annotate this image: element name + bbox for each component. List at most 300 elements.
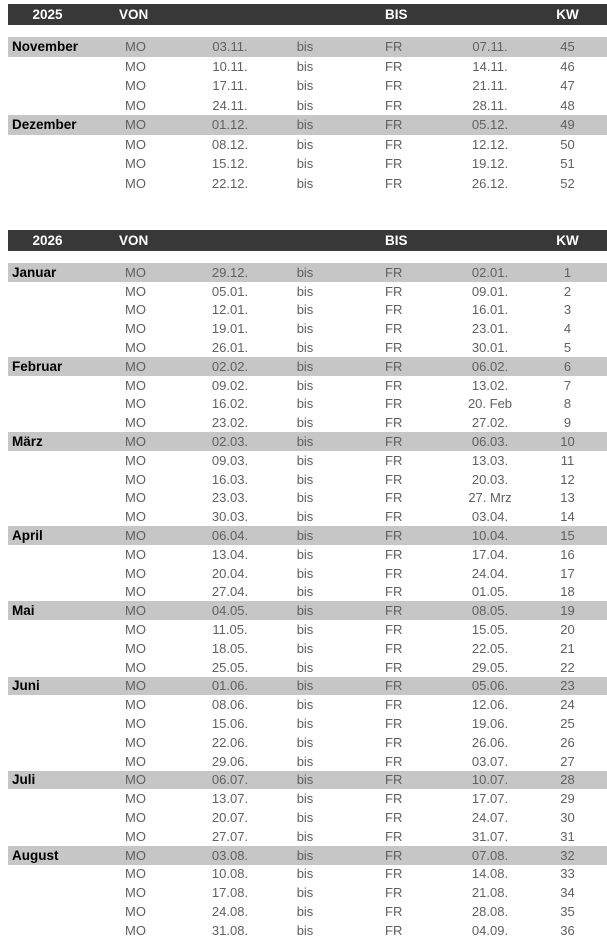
to-weekday-label: FR: [385, 528, 403, 544]
kw-number: 52: [560, 175, 575, 191]
to-weekday-label: FR: [385, 156, 403, 172]
from-weekday-label: MO: [125, 528, 146, 544]
column-header-von: VON: [119, 233, 149, 248]
from-weekday-label: MO: [125, 340, 146, 356]
from-date: 17.11.: [212, 78, 248, 94]
week-row: [8, 583, 607, 602]
bis-connector: bis: [296, 302, 314, 318]
week-row: [8, 883, 607, 902]
to-date: 07.11.: [472, 39, 508, 55]
from-weekday-label: MO: [125, 175, 146, 191]
to-date: 19.06.: [471, 716, 509, 732]
kw-number: 47: [560, 78, 575, 94]
week-row: [8, 507, 607, 526]
kw-number: 26: [560, 734, 575, 750]
bis-connector: bis: [296, 734, 314, 750]
from-weekday-label: MO: [125, 546, 146, 562]
column-header-von: VON: [119, 7, 149, 22]
kw-number: 25: [560, 716, 575, 732]
week-row: [8, 413, 607, 432]
to-weekday-label: FR: [385, 828, 403, 844]
to-date: 13.02.: [471, 377, 509, 393]
from-weekday-label: MO: [125, 603, 146, 619]
bis-connector: bis: [296, 528, 314, 544]
from-weekday-label: MO: [125, 509, 146, 525]
to-weekday-label: FR: [385, 509, 403, 525]
week-row: [8, 658, 607, 677]
week-row: [8, 470, 607, 489]
from-date: 03.11.: [212, 39, 248, 55]
week-row: [8, 57, 607, 77]
bis-connector: bis: [296, 810, 314, 825]
from-date: 17.08.: [211, 885, 249, 901]
header-gap: [8, 25, 607, 37]
from-date: 22.06.: [211, 734, 249, 750]
to-date: 26.06.: [471, 734, 509, 750]
week-row: [8, 357, 607, 376]
to-date: 24.07.: [471, 810, 509, 825]
week-row: [8, 921, 607, 940]
bis-connector: bis: [296, 716, 314, 732]
from-date: 10.11.: [212, 58, 248, 74]
from-weekday-label: MO: [125, 471, 146, 487]
from-weekday-label: MO: [125, 791, 146, 807]
to-date: 16.01.: [471, 302, 509, 318]
to-date: 12.06.: [471, 697, 509, 713]
bis-connector: bis: [296, 678, 314, 694]
bis-connector: bis: [296, 922, 314, 938]
from-date: 03.08.: [211, 847, 249, 863]
kw-number: 30: [560, 810, 575, 825]
to-date: 01.05.: [471, 584, 509, 600]
week-row: [8, 639, 607, 658]
week-row: [8, 451, 607, 470]
kw-number: 4: [563, 321, 572, 337]
from-date: 08.12.: [211, 136, 249, 152]
from-weekday-label: MO: [125, 358, 146, 374]
kw-number: 49: [560, 117, 575, 133]
to-weekday-label: FR: [385, 546, 403, 562]
week-row: [8, 695, 607, 714]
from-weekday-label: MO: [125, 697, 146, 713]
month-label: Dezember: [12, 117, 77, 133]
kw-number: 31: [560, 828, 575, 844]
from-weekday-label: MO: [125, 136, 146, 152]
kw-number: 46: [560, 58, 575, 74]
from-weekday-label: MO: [125, 828, 146, 844]
from-weekday-label: MO: [125, 903, 146, 919]
week-rows-2025: [8, 37, 607, 193]
from-date: 01.06.: [211, 678, 249, 694]
week-row: [8, 564, 607, 583]
month-label: Juni: [12, 678, 40, 694]
bis-connector: bis: [296, 415, 314, 431]
to-weekday-label: FR: [385, 810, 403, 825]
from-date: 23.02.: [211, 415, 249, 431]
week-row: [8, 96, 607, 116]
from-weekday-label: MO: [125, 734, 146, 750]
to-date: 31.07.: [471, 828, 509, 844]
bis-connector: bis: [296, 791, 314, 807]
kw-number: 23: [560, 678, 575, 694]
to-weekday-label: FR: [385, 340, 403, 356]
to-weekday-label: FR: [385, 358, 403, 374]
to-weekday-label: FR: [385, 415, 403, 431]
to-weekday-label: FR: [385, 283, 403, 299]
to-weekday-label: FR: [385, 734, 403, 750]
kw-number: 14: [560, 509, 575, 525]
from-weekday-label: MO: [125, 377, 146, 393]
to-date: 03.07.: [471, 753, 509, 769]
from-weekday-label: MO: [125, 866, 146, 882]
kw-number: 13: [560, 490, 575, 506]
to-date: 10.07.: [471, 772, 509, 788]
week-row: [8, 37, 607, 57]
to-date: 03.04.: [471, 509, 509, 525]
from-weekday-label: MO: [125, 321, 146, 337]
from-date: 25.05.: [211, 659, 249, 675]
week-row: [8, 76, 607, 96]
to-date: 21.08.: [471, 885, 509, 901]
kw-number: 2: [563, 283, 572, 299]
bis-connector: bis: [296, 828, 314, 844]
from-date: 16.02.: [211, 396, 249, 412]
week-row: [8, 135, 607, 155]
week-row: [8, 902, 607, 921]
section-2025: [8, 0, 607, 193]
bis-connector: bis: [296, 903, 314, 919]
to-date: 23.01.: [471, 321, 509, 337]
year-label: 2026: [32, 233, 63, 248]
to-date: 20.03.: [471, 471, 509, 487]
week-row: [8, 677, 607, 696]
month-label: Juli: [12, 772, 36, 788]
bis-connector: bis: [296, 117, 314, 133]
bis-connector: bis: [296, 377, 314, 393]
from-weekday-label: MO: [125, 640, 146, 656]
bis-connector: bis: [296, 340, 314, 356]
from-date: 06.07.: [211, 772, 249, 788]
to-weekday-label: FR: [385, 659, 403, 675]
to-weekday-label: FR: [385, 565, 403, 581]
to-weekday-label: FR: [385, 885, 403, 901]
bis-connector: bis: [296, 885, 314, 901]
month-label: März: [12, 434, 43, 450]
week-row: [8, 154, 607, 174]
from-weekday-label: MO: [125, 434, 146, 450]
to-date: 05.12.: [471, 117, 509, 133]
from-weekday-label: MO: [125, 622, 146, 638]
from-weekday-label: MO: [125, 678, 146, 694]
bis-connector: bis: [296, 490, 314, 506]
week-row: [8, 338, 607, 357]
month-label: November: [12, 39, 79, 55]
from-date: 15.06.: [211, 716, 249, 732]
bis-connector: bis: [296, 659, 314, 675]
from-date: 19.01.: [211, 321, 249, 337]
to-weekday-label: FR: [385, 58, 403, 74]
from-date: 27.04.: [211, 584, 249, 600]
bis-connector: bis: [296, 452, 314, 468]
kw-number: 50: [560, 136, 575, 152]
from-weekday-label: MO: [125, 264, 146, 280]
to-weekday-label: FR: [385, 716, 403, 732]
kw-number: 19: [560, 603, 575, 619]
from-date: 26.01.: [211, 340, 249, 356]
to-date: 04.09.: [471, 922, 509, 938]
week-row: [8, 395, 607, 414]
week-row: [8, 263, 607, 282]
week-row: [8, 752, 607, 771]
to-date: 22.05.: [471, 640, 509, 656]
week-row: [8, 319, 607, 338]
column-header-kw: KW: [556, 233, 579, 248]
from-weekday-label: MO: [125, 302, 146, 318]
to-weekday-label: FR: [385, 922, 403, 938]
bis-connector: bis: [296, 471, 314, 487]
from-weekday-label: MO: [125, 565, 146, 581]
to-weekday-label: FR: [385, 772, 403, 788]
week-row: [8, 771, 607, 790]
to-date: 14.11.: [472, 58, 508, 74]
from-date: 04.05.: [211, 603, 249, 619]
to-weekday-label: FR: [385, 866, 403, 882]
week-row: [8, 846, 607, 865]
from-date: 30.03.: [211, 509, 249, 525]
bis-connector: bis: [296, 283, 314, 299]
to-date: 27.02.: [471, 415, 509, 431]
from-weekday-label: MO: [125, 810, 146, 825]
from-date: 10.08.: [211, 866, 249, 882]
section-2026: [8, 230, 607, 940]
kw-number: 21: [560, 640, 575, 656]
week-row: [8, 714, 607, 733]
from-date: 20.07.: [211, 810, 249, 825]
to-date: 08.05.: [471, 603, 509, 619]
bis-connector: bis: [296, 847, 314, 863]
to-date: 17.04.: [471, 546, 509, 562]
to-weekday-label: FR: [385, 847, 403, 863]
to-weekday-label: FR: [385, 697, 403, 713]
week-row: [8, 174, 607, 194]
year-header-bar-2025: [8, 4, 607, 25]
from-date: 18.05.: [211, 640, 249, 656]
bis-connector: bis: [296, 622, 314, 638]
from-weekday-label: MO: [125, 922, 146, 938]
to-date: 24.04.: [471, 565, 509, 581]
bis-connector: bis: [296, 321, 314, 337]
to-weekday-label: FR: [385, 175, 403, 191]
kw-number: 22: [560, 659, 575, 675]
to-weekday-label: FR: [385, 264, 403, 280]
to-date: 07.08.: [471, 847, 509, 863]
to-date: 02.01.: [471, 264, 509, 280]
month-label: Mai: [12, 603, 35, 619]
to-weekday-label: FR: [385, 39, 403, 55]
from-date: 20.04.: [211, 565, 249, 581]
to-weekday-label: FR: [385, 903, 403, 919]
bis-connector: bis: [296, 772, 314, 788]
week-row: [8, 115, 607, 135]
from-date: 06.04.: [211, 528, 249, 544]
from-weekday-label: MO: [125, 584, 146, 600]
to-date: 20. Feb: [467, 396, 513, 412]
to-date: 26.12.: [471, 175, 509, 191]
bis-connector: bis: [296, 39, 314, 55]
week-row: [8, 432, 607, 451]
week-row: [8, 489, 607, 508]
from-date: 23.03.: [211, 490, 249, 506]
kw-number: 20: [560, 622, 575, 638]
from-date: 15.12.: [211, 156, 249, 172]
bis-connector: bis: [296, 136, 314, 152]
from-date: 31.08.: [211, 922, 249, 938]
kw-number: 28: [560, 772, 575, 788]
week-row: [8, 526, 607, 545]
to-weekday-label: FR: [385, 117, 403, 133]
to-date: 10.04.: [471, 528, 509, 544]
from-weekday-label: MO: [125, 452, 146, 468]
kw-number: 15: [560, 528, 575, 544]
week-row: [8, 789, 607, 808]
week-row: [8, 545, 607, 564]
from-date: 27.07.: [211, 828, 249, 844]
bis-connector: bis: [296, 358, 314, 374]
from-weekday-label: MO: [125, 39, 146, 55]
kw-number: 1: [563, 264, 572, 280]
to-weekday-label: FR: [385, 791, 403, 807]
to-date: 28.08.: [471, 903, 509, 919]
to-weekday-label: FR: [385, 396, 403, 412]
to-weekday-label: FR: [385, 97, 403, 113]
kw-number: 34: [560, 885, 575, 901]
to-date: 06.03.: [471, 434, 509, 450]
kw-number: 29: [560, 791, 575, 807]
year-label: 2025: [32, 7, 63, 22]
bis-connector: bis: [296, 565, 314, 581]
from-weekday-label: MO: [125, 396, 146, 412]
to-weekday-label: FR: [385, 321, 403, 337]
kw-number: 33: [560, 866, 575, 882]
from-date: 02.02.: [211, 358, 249, 374]
to-weekday-label: FR: [385, 136, 403, 152]
kw-number: 48: [560, 97, 575, 113]
from-date: 16.03.: [211, 471, 249, 487]
kw-number: 5: [563, 340, 572, 356]
kw-number: 16: [560, 546, 575, 562]
from-date: 24.08.: [211, 903, 249, 919]
month-label: August: [12, 847, 59, 863]
to-date: 29.05.: [471, 659, 509, 675]
bis-connector: bis: [296, 58, 314, 74]
bis-connector: bis: [296, 640, 314, 656]
to-date: 28.11.: [472, 97, 508, 113]
from-date: 01.12.: [211, 117, 249, 133]
from-date: 09.03.: [211, 452, 249, 468]
kw-number: 35: [560, 903, 575, 919]
month-label: April: [12, 528, 43, 544]
bis-connector: bis: [296, 753, 314, 769]
month-label: Februar: [12, 358, 63, 374]
from-date: 11.05.: [212, 622, 248, 638]
kw-number: 6: [563, 358, 572, 374]
to-weekday-label: FR: [385, 584, 403, 600]
kw-number: 18: [560, 584, 575, 600]
week-row: [8, 620, 607, 639]
from-weekday-label: MO: [125, 156, 146, 172]
kw-number: 51: [560, 156, 575, 172]
bis-connector: bis: [296, 584, 314, 600]
to-date: 15.05.: [471, 622, 509, 638]
to-weekday-label: FR: [385, 678, 403, 694]
to-weekday-label: FR: [385, 452, 403, 468]
bis-connector: bis: [296, 396, 314, 412]
from-weekday-label: MO: [125, 78, 146, 94]
from-weekday-label: MO: [125, 753, 146, 769]
from-weekday-label: MO: [125, 283, 146, 299]
bis-connector: bis: [296, 697, 314, 713]
to-date: 19.12.: [471, 156, 509, 172]
from-date: 08.06.: [211, 697, 249, 713]
to-weekday-label: FR: [385, 753, 403, 769]
column-header-kw: KW: [556, 7, 579, 22]
from-date: 24.11.: [212, 97, 248, 113]
to-weekday-label: FR: [385, 471, 403, 487]
from-date: 13.07.: [211, 791, 249, 807]
kw-number: 12: [560, 471, 575, 487]
from-weekday-label: MO: [125, 490, 146, 506]
from-date: 29.06.: [211, 753, 249, 769]
bis-connector: bis: [296, 175, 314, 191]
bis-connector: bis: [296, 509, 314, 525]
bis-connector: bis: [296, 156, 314, 172]
kw-number: 11: [560, 452, 575, 468]
from-weekday-label: MO: [125, 97, 146, 113]
week-row: [8, 733, 607, 752]
to-date: 17.07.: [471, 791, 509, 807]
to-date: 09.01.: [471, 283, 509, 299]
from-weekday-label: MO: [125, 415, 146, 431]
to-weekday-label: FR: [385, 377, 403, 393]
to-date: 05.06.: [471, 678, 509, 694]
bis-connector: bis: [296, 434, 314, 450]
from-date: 09.02.: [211, 377, 249, 393]
kw-number: 8: [563, 396, 572, 412]
bis-connector: bis: [296, 97, 314, 113]
to-weekday-label: FR: [385, 622, 403, 638]
header-gap: [8, 251, 607, 263]
bis-connector: bis: [296, 264, 314, 280]
to-weekday-label: FR: [385, 490, 403, 506]
from-date: 29.12.: [211, 264, 249, 280]
week-row: [8, 282, 607, 301]
to-weekday-label: FR: [385, 302, 403, 318]
week-row: [8, 601, 607, 620]
column-header-bis: BIS: [385, 233, 408, 248]
from-weekday-label: MO: [125, 117, 146, 133]
kw-number: 17: [560, 565, 575, 581]
to-date: 30.01.: [471, 340, 509, 356]
kw-number: 7: [563, 377, 572, 393]
week-row: [8, 827, 607, 846]
from-weekday-label: MO: [125, 716, 146, 732]
to-weekday-label: FR: [385, 603, 403, 619]
bis-connector: bis: [296, 866, 314, 882]
from-date: 22.12.: [211, 175, 249, 191]
week-row: [8, 808, 607, 827]
to-date: 21.11.: [472, 78, 508, 94]
to-weekday-label: FR: [385, 78, 403, 94]
